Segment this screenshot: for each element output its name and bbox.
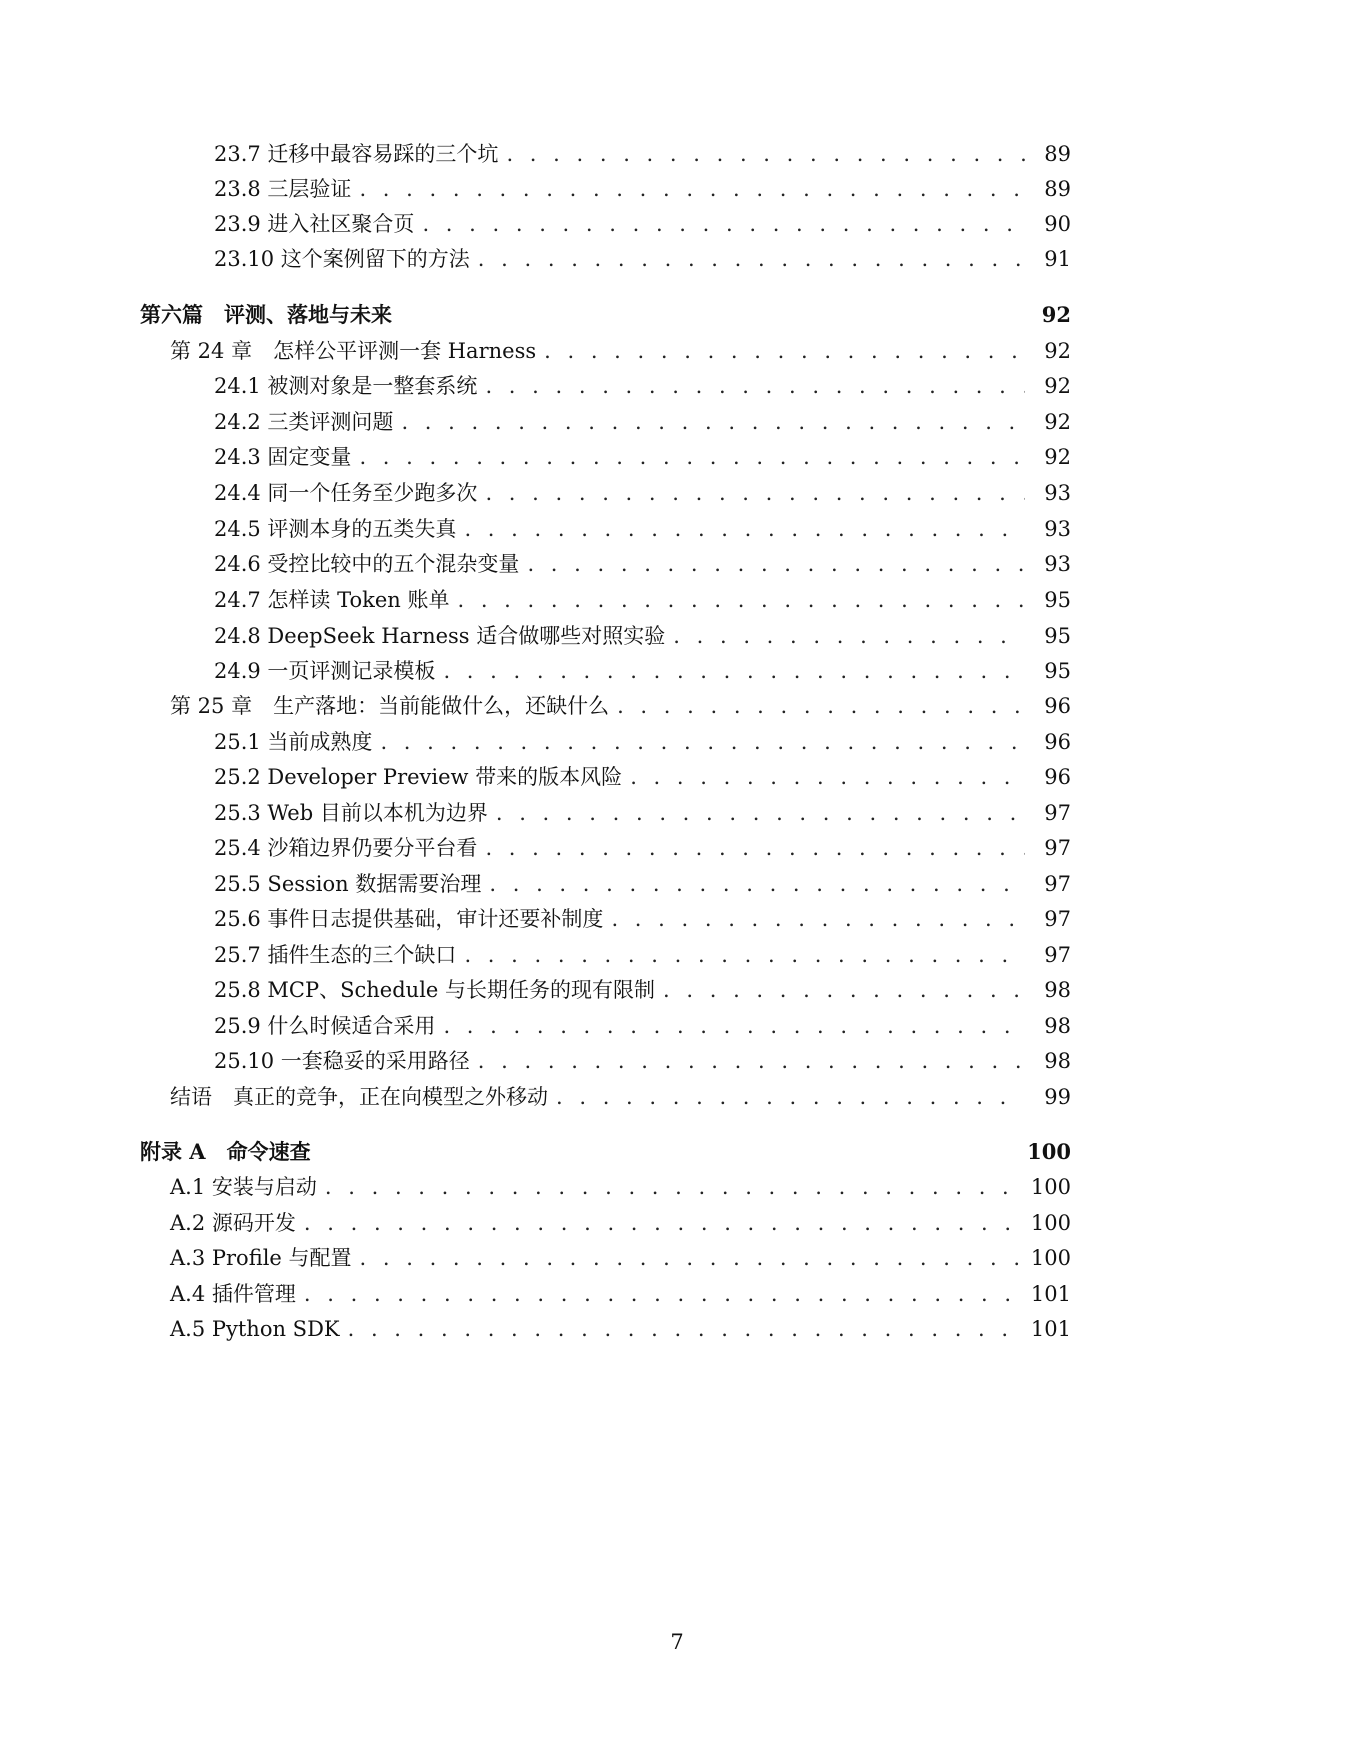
toc-entry-page: 89 xyxy=(1044,177,1071,201)
toc-leader-dots xyxy=(464,514,1025,544)
toc-entry-page: 98 xyxy=(1044,1014,1071,1038)
toc-leader-dots xyxy=(489,869,1025,899)
toc-entry-title: A.5 Python SDK xyxy=(170,1317,340,1341)
toc-section-entry[interactable] xyxy=(214,244,1071,274)
toc-section-entry[interactable] xyxy=(214,904,1071,934)
toc-entry-page: 95 xyxy=(1044,588,1071,612)
toc-entry-title: 25.6 事件日志提供基础，审计还要补制度 xyxy=(214,907,604,931)
toc-section-entry[interactable] xyxy=(214,975,1071,1005)
toc-entry-page: 98 xyxy=(1044,1049,1071,1073)
toc-chapter-entry[interactable] xyxy=(170,1243,1071,1273)
toc-entry-title: 24.6 受控比较中的五个混杂变量 xyxy=(214,552,520,576)
toc-entry-page: 101 xyxy=(1030,1317,1071,1341)
toc-leader-dots xyxy=(630,762,1025,792)
toc-section-entry[interactable] xyxy=(214,798,1071,828)
toc-entry-page: 92 xyxy=(1044,410,1071,434)
toc-leader-dots xyxy=(348,1314,1021,1344)
toc-entry-title: 24.2 三类评测问题 xyxy=(214,410,394,434)
toc-leader-dots xyxy=(457,585,1025,615)
toc-entry-page: 99 xyxy=(1044,1085,1071,1109)
toc-entry-page: 91 xyxy=(1044,247,1071,271)
toc-chapter-entry[interactable] xyxy=(170,1279,1071,1309)
toc-leader-dots xyxy=(506,139,1025,169)
toc-leader-dots xyxy=(359,442,1025,472)
toc-entry-title: 24.4 同一个任务至少跑多次 xyxy=(214,481,478,505)
toc-chapter-entry[interactable] xyxy=(170,691,1071,721)
toc-entry-page: 97 xyxy=(1044,836,1071,860)
toc-entry-page: 95 xyxy=(1044,624,1071,648)
toc-entry-title: 24.9 一页评测记录模板 xyxy=(214,659,436,683)
toc-entry-page: 100 xyxy=(1030,1175,1071,1199)
toc-section-entry[interactable] xyxy=(214,585,1071,615)
toc-section-entry[interactable] xyxy=(214,407,1071,437)
toc-entry-title: 23.8 三层验证 xyxy=(214,177,352,201)
toc-entry-title: 24.3 固定变量 xyxy=(214,445,352,469)
toc-section-entry[interactable] xyxy=(214,478,1071,508)
toc-leader-dots xyxy=(325,1172,1021,1202)
toc-leader-dots xyxy=(304,1279,1021,1309)
toc-section-entry[interactable] xyxy=(214,1011,1071,1041)
toc-entry-title: 23.10 这个案例留下的方法 xyxy=(214,247,470,271)
toc-entry-page: 101 xyxy=(1030,1282,1071,1306)
toc-section-entry[interactable] xyxy=(214,442,1071,472)
toc-entry-page: 100 xyxy=(1030,1246,1071,1270)
toc-entry-page: 93 xyxy=(1044,481,1071,505)
toc-section-entry[interactable] xyxy=(214,1046,1071,1076)
toc-section-entry[interactable] xyxy=(214,869,1071,899)
toc-entry-page: 97 xyxy=(1044,872,1071,896)
toc-section-entry[interactable] xyxy=(214,762,1071,792)
toc-leader-dots xyxy=(485,478,1025,508)
toc-entry-title: 25.1 当前成熟度 xyxy=(214,730,373,754)
toc-leader-dots xyxy=(478,244,1025,274)
toc-entry-title: A.1 安装与启动 xyxy=(170,1175,317,1199)
toc-section-entry[interactable] xyxy=(214,621,1071,651)
toc-leader-dots xyxy=(556,1082,1025,1112)
toc-entry-title: 24.1 被测对象是一整套系统 xyxy=(214,374,478,398)
toc-entry-title: 25.8 MCP、Schedule 与长期任务的现有限制 xyxy=(214,978,656,1002)
toc-section-entry[interactable] xyxy=(214,209,1071,239)
toc-entry-page: 96 xyxy=(1044,730,1071,754)
toc-entry-title: 25.2 Developer Preview 带来的版本风险 xyxy=(214,765,623,789)
toc-entry-page: 98 xyxy=(1044,978,1071,1002)
toc-entry-page: 97 xyxy=(1044,801,1071,825)
toc-entry-page: 97 xyxy=(1044,907,1071,931)
toc-entry-title: 25.3 Web 目前以本机为边界 xyxy=(214,801,488,825)
toc-leader-dots xyxy=(359,174,1025,204)
toc-entry-page: 95 xyxy=(1044,659,1071,683)
toc-leader-dots xyxy=(443,1011,1025,1041)
toc-chapter-entry[interactable] xyxy=(170,1208,1071,1238)
toc-section-entry[interactable] xyxy=(214,833,1071,863)
toc-leader-dots xyxy=(527,549,1025,579)
toc-leader-dots xyxy=(611,904,1025,934)
toc-entry-page: 93 xyxy=(1044,517,1071,541)
toc-leader-dots xyxy=(360,1243,1021,1273)
toc-entry-page: 92 xyxy=(1044,374,1071,398)
toc-entry-title: 第六篇 评测、落地与未来 xyxy=(140,302,392,327)
toc-leader-dots xyxy=(464,940,1025,970)
toc-entry-title: 24.7 怎样读 Token 账单 xyxy=(214,588,450,612)
toc-entry-page: 90 xyxy=(1044,212,1071,236)
toc-entry-page: 97 xyxy=(1044,943,1071,967)
toc-entry-title: 25.9 什么时候适合采用 xyxy=(214,1014,436,1038)
toc-leader-dots xyxy=(485,371,1025,401)
toc-section-entry[interactable] xyxy=(214,656,1071,686)
toc-entry-page: 92 xyxy=(1041,302,1071,327)
toc-entry-page: 92 xyxy=(1044,445,1071,469)
toc-entry-title: 23.7 迁移中最容易踩的三个坑 xyxy=(214,142,499,166)
toc-entry-page: 89 xyxy=(1044,142,1071,166)
toc-entry-title: 23.9 进入社区聚合页 xyxy=(214,212,415,236)
toc-entry-title: 24.8 DeepSeek Harness 适合做哪些对照实验 xyxy=(214,624,666,648)
toc-entry-title: 25.4 沙箱边界仍要分平台看 xyxy=(214,836,478,860)
toc-entry-page: 92 xyxy=(1044,339,1071,363)
toc-entry-page: 96 xyxy=(1044,765,1071,789)
toc-entry-title: 24.5 评测本身的五类失真 xyxy=(214,517,457,541)
toc-entry-title: 第 25 章 生产落地：当前能做什么，还缺什么 xyxy=(170,694,610,718)
toc-leader-dots xyxy=(422,209,1025,239)
toc-entry-page: 100 xyxy=(1027,1139,1071,1164)
toc-entry-page: 100 xyxy=(1030,1211,1071,1235)
toc-entry-title: 第 24 章 怎样公平评测一套 Harness xyxy=(170,339,537,363)
toc-section-entry[interactable] xyxy=(214,139,1071,169)
toc-entry-title: 25.5 Session 数据需要治理 xyxy=(214,872,482,896)
toc-section-entry[interactable] xyxy=(214,371,1071,401)
toc-entry-title: A.2 源码开发 xyxy=(170,1211,296,1235)
toc-leader-dots xyxy=(443,656,1025,686)
toc-chapter-entry[interactable] xyxy=(170,1314,1071,1344)
toc-entry-page: 96 xyxy=(1044,694,1071,718)
toc-entry-title: A.3 Profile 与配置 xyxy=(170,1246,352,1270)
toc-leader-dots xyxy=(304,1208,1021,1238)
toc-chapter-entry[interactable] xyxy=(170,1172,1071,1202)
toc-leader-dots xyxy=(617,691,1025,721)
toc-leader-dots xyxy=(401,407,1025,437)
toc-entry-title: 附录 A 命令速查 xyxy=(140,1139,311,1164)
toc-entry-title: 结语 真正的竞争，正在向模型之外移动 xyxy=(170,1085,548,1109)
toc-chapter-entry[interactable] xyxy=(170,1082,1071,1112)
page-number: 7 xyxy=(670,1630,684,1654)
toc-leader-dots xyxy=(496,798,1025,828)
toc-section-entry[interactable] xyxy=(214,549,1071,579)
toc-leader-dots xyxy=(478,1046,1025,1076)
toc-section-entry[interactable] xyxy=(214,940,1071,970)
toc-entry-page: 93 xyxy=(1044,552,1071,576)
toc-section-entry[interactable] xyxy=(214,727,1071,757)
toc-leader-dots xyxy=(544,336,1025,366)
toc-entry-title: A.4 插件管理 xyxy=(170,1282,296,1306)
toc-leader-dots xyxy=(380,727,1025,757)
toc-section-entry[interactable] xyxy=(214,514,1071,544)
toc-chapter-entry[interactable] xyxy=(170,336,1071,366)
toc-leader-dots xyxy=(663,975,1025,1005)
toc-leader-dots xyxy=(485,833,1025,863)
toc-leader-dots xyxy=(673,621,1025,651)
toc-part-heading[interactable] xyxy=(140,300,1071,330)
toc-section-entry[interactable] xyxy=(214,174,1071,204)
toc-entry-title: 25.7 插件生态的三个缺口 xyxy=(214,943,457,967)
toc-entry-title: 25.10 一套稳妥的采用路径 xyxy=(214,1049,470,1073)
toc-part-heading[interactable] xyxy=(140,1137,1071,1167)
